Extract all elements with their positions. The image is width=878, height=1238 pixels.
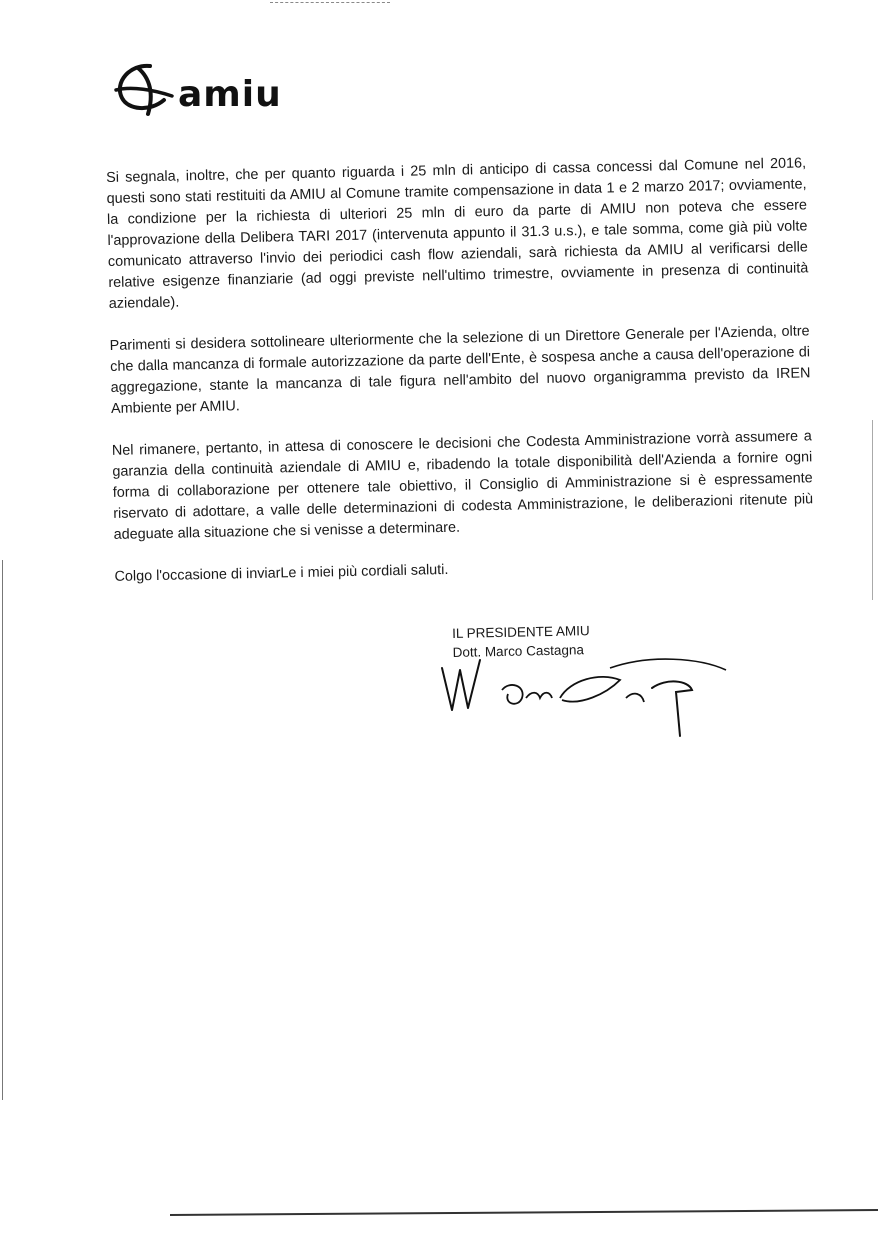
scan-artifact-top — [270, 2, 390, 5]
signatory-title: IL PRESIDENTE AMIU — [452, 623, 590, 641]
scan-artifact-right-edge — [872, 420, 873, 600]
paragraph-4: Colgo l'occasione di inviarLe i miei più cordiali saluti. — [114, 561, 449, 585]
letter-body — [106, 153, 815, 609]
paragraph-1: Si segnala, inoltre, che per quanto riguarda i 25 mln di anticipo di cassa concessi dal Comune nel 2016, questi sono stati restituiti da AMIU al Comune tramite compensazione in data 1 e 2 marzo 2017; ovviamente, la condizione per la richiesta di ulteriori 25 mln di euro da parte di AMIU non poteva che essere l'approvazione della Delibera TARI 2017 (intervenuta appunto il 31.3 u.s.), e tale somma, come già più volte comunicato attraverso l'invio dei periodici cash flow aziendali, sarà richiesta da AMIU al verificarsi delle relative esigenze finanziarie (ad oggi previste nell'ultimo trimestre, ovviamente in presenza di continuità aziendale). — [106, 155, 809, 312]
scan-artifact-bottom-line — [170, 1209, 878, 1216]
scan-artifact-left-edge — [2, 560, 3, 1100]
paragraph-3: Nel rimanere, pertanto, in attesa di conoscere le decisioni che Codesta Amministrazione vorrà assumere a garanzia della continuità aziendale di AMIU e, ribadendo la totale disponibilità dell'Azienda a fornire ogni forma di collaborazione per ottenere tale obiettivo, il Consiglio di Amministrazione si è espressamente riservato di adottare, a valle delle determinazioni di codesta Amministrazione, le deliberazioni ritenute più adeguate alla situazione che si venisse a determinare. — [111, 428, 814, 543]
signatory-name: Dott. Marco Castagna — [452, 642, 585, 660]
amiu-logo-icon — [110, 60, 180, 120]
amiu-logo — [110, 60, 290, 120]
logo-wordmark: amiu — [178, 74, 282, 115]
paragraph-2: Parimenti si desidera sottolineare ulteriormente che la selezione di un Direttore Generale per l'Azienda, oltre che dalla mancanza di formale autorizzazione da parte dell'Ente, è sospesa anche a causa dell'operazione di aggregazione, stante la mancanza di tale figura nell'ambito del nuovo organigramma previsto da IREN Ambiente per AMIU. — [109, 323, 811, 417]
handwritten-signature — [430, 650, 730, 740]
